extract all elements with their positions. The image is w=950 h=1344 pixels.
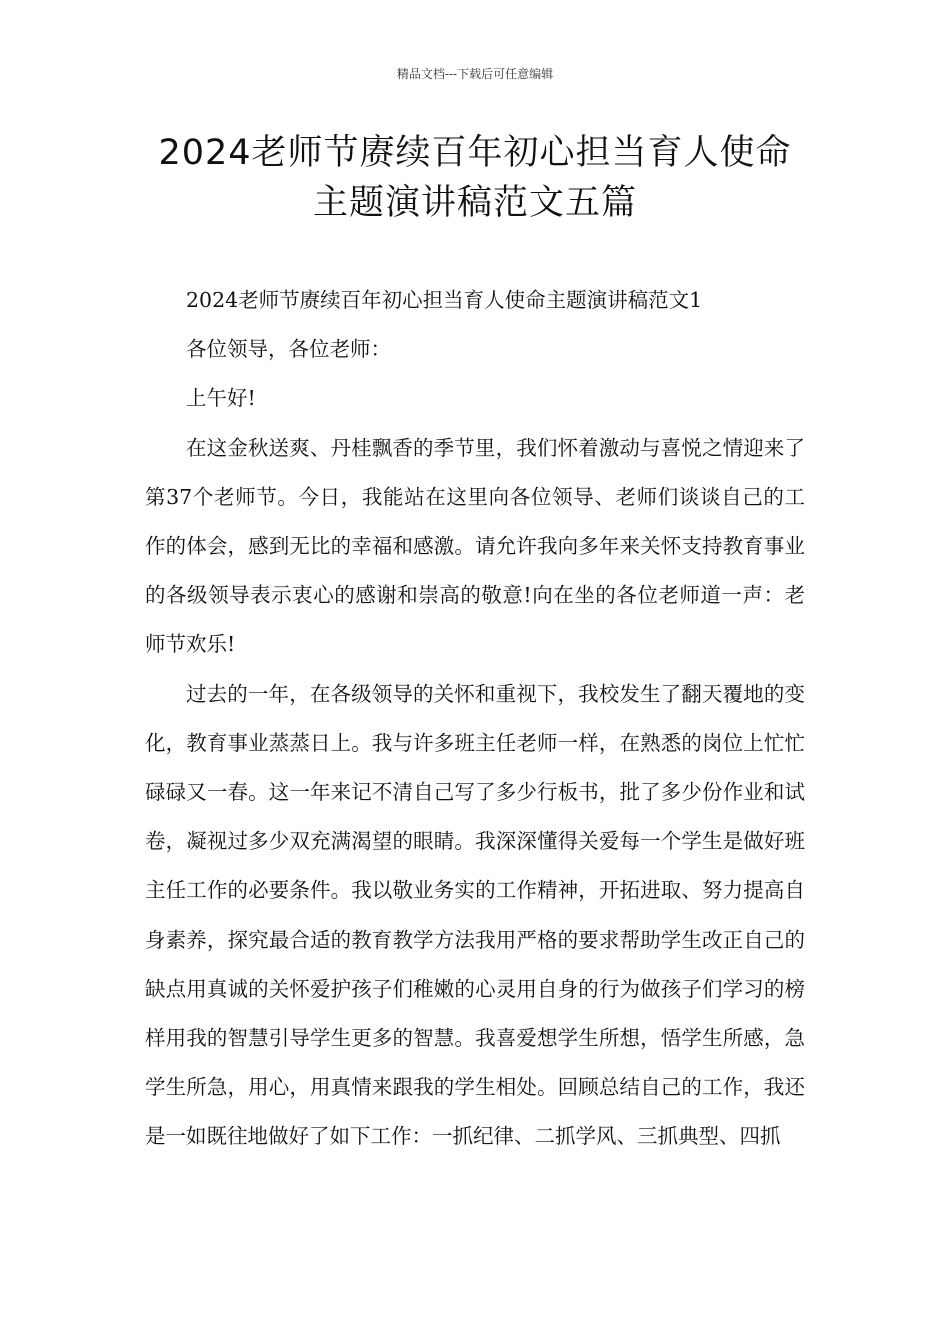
section-heading: 2024老师节赓续百年初心担当育人使命主题演讲稿范文1 [186,288,703,312]
body-paragraph: 过去的一年，在各级领导的关怀和重视下，我校发生了翻天覆地的变化，教育事业蒸蒸日上。我与许多班主任老师一样，在熟悉的岗位上忙忙碌碌又一春。这一年来记不清自己写了多少行板书，批了多少份作业和试卷，凝视过多少双充满渴望的眼睛。我深深懂得关爱每一个学生是做好班主任工作的必要条件。我以敬业务实的工作精神，开拓进取、努力提高自身素养，探究最合适的教育教学方法我用严格的要求帮助学生改正自己的缺点用真诚的关怀爱护孩子们稚嫩的心灵用自身的行为做孩子们学习的榜样用我的智慧引导学生更多的智慧。我喜爱想学生所想，悟学生所感，急学生所急，用心，用真情来跟我的学生相处。回顾总结自己的工作，我还是一如既往地做好了如下工作：一抓纪律、二抓学风、三抓典型、四抓 [145,681,805,1149]
header-note: 精品文档---下载后可任意编辑 [396,67,554,81]
document-body [145,276,805,1162]
document-title [120,128,830,228]
salutation: 各位领导，各位老师： [186,337,391,362]
document-title-line-2: 主题演讲稿范文五篇 [312,183,637,223]
document-title-line-1: 2024老师节赓续百年初心担当育人使命 [158,133,792,173]
body-paragraph: 在这金秋送爽、丹桂飘香的季节里，我们怀着激动与喜悦之情迎来了第37个老师节。今日，我能站在这里向各位领导、老师们谈谈自己的工作的体会，感到无比的幸福和感激。请允许我向多年来关怀支持教育事业的各级领导表示衷心的感谢和崇高的敬意!向在坐的各位老师道一声：老师节欢乐! [145,435,805,657]
greeting: 上午好! [186,386,256,411]
